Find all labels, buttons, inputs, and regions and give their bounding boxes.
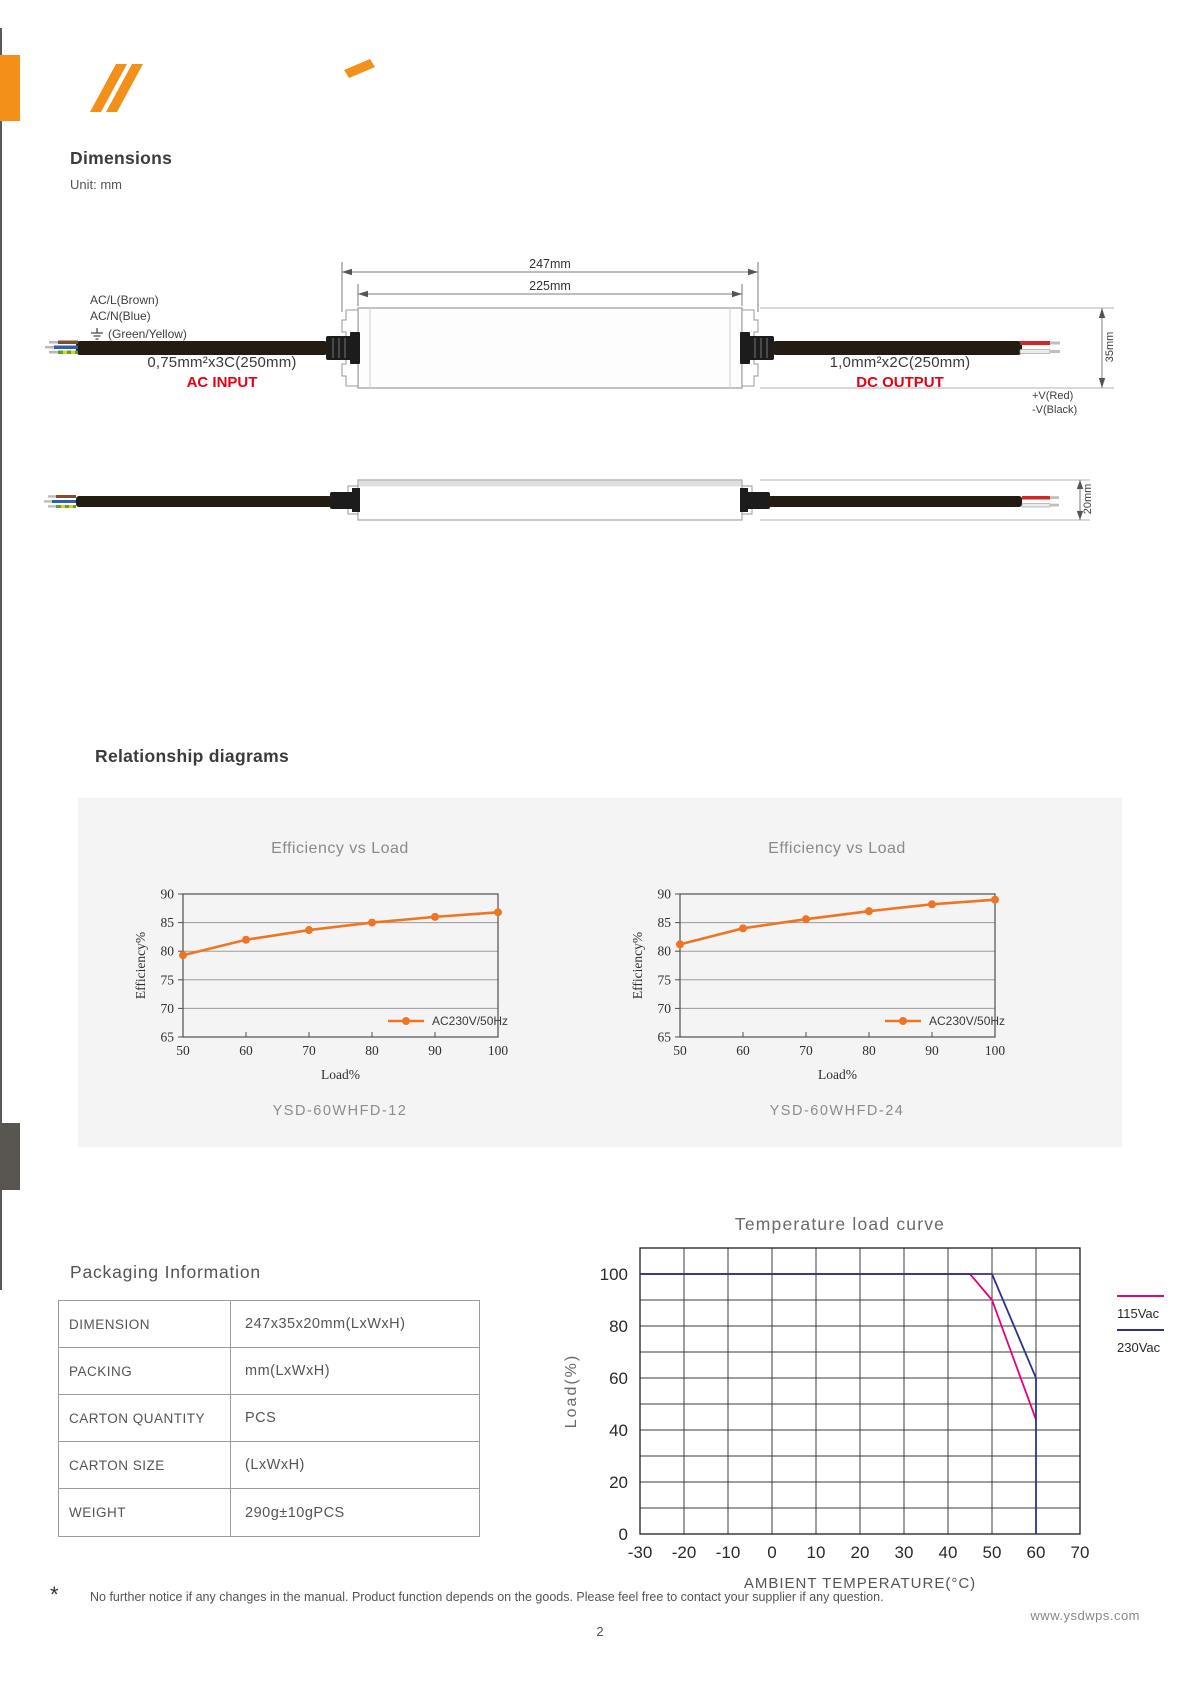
x-axis-label: Load% (321, 1067, 360, 1082)
y-axis-label: Load(%) (563, 1353, 580, 1429)
table-row-value: 247x35x20mm(LxWxH) (245, 1316, 406, 1332)
table-row-value: (LxWxH) (245, 1457, 305, 1473)
legend-label: AC230V/50Hz (929, 1014, 1006, 1028)
packaging-title: Packaging Information (70, 1262, 261, 1282)
svg-text:30: 30 (894, 1543, 914, 1562)
svg-text:65: 65 (160, 1029, 174, 1045)
svg-text:90: 90 (925, 1043, 939, 1058)
svg-text:50: 50 (982, 1543, 1002, 1562)
x-axis-label: Load% (818, 1067, 857, 1082)
efficiency-chart-24v (597, 755, 1027, 1127)
svg-text:0: 0 (767, 1543, 777, 1562)
svg-text:70: 70 (1070, 1543, 1090, 1562)
data-point (676, 940, 684, 948)
wire-label-live: AC/L(Brown) (90, 293, 159, 307)
svg-text:75: 75 (657, 972, 671, 988)
svg-text:90: 90 (428, 1043, 442, 1058)
svg-text:100: 100 (599, 1265, 628, 1284)
data-point (494, 908, 502, 916)
svg-text:80: 80 (609, 1317, 628, 1336)
svg-text:70: 70 (302, 1043, 316, 1058)
svg-text:-10: -10 (715, 1543, 741, 1562)
table-row (59, 1395, 479, 1442)
svg-text:90: 90 (160, 886, 174, 902)
svg-text:100: 100 (984, 1043, 1006, 1058)
svg-text:80: 80 (862, 1043, 876, 1058)
model-label: YSD-60WHFD-24 (769, 1103, 905, 1119)
data-line (183, 912, 498, 955)
efficiency-chart-12v (100, 755, 530, 1127)
table-row (59, 1348, 479, 1395)
table-row-label: WEIGHT (59, 1489, 231, 1536)
brand-logo-icon (86, 56, 506, 122)
data-line-115Vac (640, 1274, 1036, 1420)
svg-text:75: 75 (160, 972, 174, 988)
svg-text:70: 70 (160, 1000, 174, 1016)
svg-text:50: 50 (176, 1043, 190, 1058)
ground-icon (90, 328, 104, 340)
data-point (368, 919, 376, 927)
svg-text:70: 70 (799, 1043, 813, 1058)
svg-text:90: 90 (657, 886, 671, 902)
legend-label: 115Vac (1117, 1306, 1160, 1321)
table-row-label: CARTON QUANTITY (59, 1395, 231, 1441)
footnote-text: No further notice if any changes in the manual. Product function depends on the goods. Please feel free to contact your supplier if any question. (90, 1590, 884, 1604)
input-cable-spec: 0,75mm²x3C(250mm) (147, 354, 297, 371)
table-row-value: PCS (245, 1410, 277, 1426)
orange-tab-marker (0, 55, 20, 121)
model-label: YSD-60WHFD-12 (272, 1103, 408, 1119)
wire-label-ground (90, 325, 187, 343)
x-axis-label: AMBIENT TEMPERATURE(°C) (743, 1575, 977, 1592)
dim-overall-length: 247mm (529, 257, 571, 271)
svg-text:20: 20 (609, 1473, 628, 1492)
data-point (242, 936, 250, 944)
data-point (865, 907, 873, 915)
input-label: AC INPUT (186, 374, 258, 391)
relationship-title: Relationship diagrams (95, 746, 289, 766)
packaging-table (58, 1300, 480, 1537)
logo-accent-icon (344, 59, 375, 78)
svg-text:85: 85 (160, 915, 174, 931)
output-negative-label: -V(Black) (1032, 404, 1078, 416)
data-point (431, 913, 439, 921)
svg-text:80: 80 (160, 943, 174, 959)
svg-text:40: 40 (609, 1421, 628, 1440)
svg-text:-30: -30 (627, 1543, 653, 1562)
data-point (739, 924, 747, 932)
data-line (680, 900, 995, 945)
table-row-value: 290g±10gPCS (245, 1504, 345, 1521)
y-axis-label: Efficiency% (133, 931, 148, 1000)
svg-text:20: 20 (850, 1543, 870, 1562)
data-point (928, 900, 936, 908)
svg-text:70: 70 (657, 1000, 671, 1016)
dimensions-unit-note: Unit: mm (70, 177, 122, 192)
data-point (179, 951, 187, 959)
chart-title: Temperature load curve (734, 1214, 946, 1234)
table-row-label: CARTON SIZE (59, 1442, 231, 1488)
psu-body-top-view (358, 308, 742, 388)
chart-title: Efficiency vs Load (271, 840, 409, 857)
wire-label-ground-text: (Green/Yellow) (108, 327, 187, 341)
gray-tab-marker (0, 1123, 20, 1190)
dim-body-length: 225mm (529, 279, 571, 293)
dimensions-title: Dimensions (70, 148, 173, 168)
svg-text:60: 60 (609, 1369, 628, 1388)
legend-label: AC230V/50Hz (432, 1014, 509, 1028)
svg-text:60: 60 (239, 1043, 253, 1058)
legend-label: 230Vac (1117, 1340, 1161, 1355)
wire-label-neutral: AC/N(Blue) (90, 309, 151, 323)
output-cable (772, 341, 1022, 355)
dim-height-side-view: 20mm (1082, 483, 1094, 515)
table-row-label: PACKING (59, 1348, 231, 1394)
logo (86, 56, 506, 122)
temperature-load-chart (540, 1200, 1200, 1600)
y-axis-label: Efficiency% (630, 931, 645, 1000)
output-label: DC OUTPUT (856, 374, 944, 391)
side-view (44, 480, 1090, 520)
footnote-mark: * (50, 1582, 59, 1607)
data-point (305, 926, 313, 934)
svg-text:60: 60 (736, 1043, 750, 1058)
table-row (59, 1442, 479, 1489)
svg-text:80: 80 (365, 1043, 379, 1058)
website-link: www.ysdwps.com (1030, 1608, 1140, 1623)
svg-text:10: 10 (806, 1543, 826, 1562)
svg-text:0: 0 (618, 1525, 628, 1544)
svg-text:85: 85 (657, 915, 671, 931)
svg-text:100: 100 (487, 1043, 509, 1058)
page-number: 2 (596, 1624, 604, 1639)
svg-text:-20: -20 (671, 1543, 697, 1562)
svg-text:40: 40 (938, 1543, 958, 1562)
output-cable-spec: 1,0mm²x2C(250mm) (829, 354, 971, 371)
data-point (802, 915, 810, 923)
table-row-label: DIMENSION (59, 1301, 231, 1347)
svg-text:50: 50 (673, 1043, 687, 1058)
table-row (59, 1301, 479, 1348)
chart-title: Efficiency vs Load (768, 840, 906, 857)
svg-text:65: 65 (657, 1029, 671, 1045)
output-positive-label: +V(Red) (1032, 390, 1074, 402)
dim-height-top-view: 35mm (1104, 331, 1116, 363)
table-row-value: mm(LxWxH) (245, 1363, 331, 1379)
data-point (991, 896, 999, 904)
svg-text:60: 60 (1026, 1543, 1046, 1562)
table-row (59, 1489, 479, 1536)
page-edge-line (0, 28, 2, 1290)
input-cable (76, 341, 328, 355)
svg-text:80: 80 (657, 943, 671, 959)
